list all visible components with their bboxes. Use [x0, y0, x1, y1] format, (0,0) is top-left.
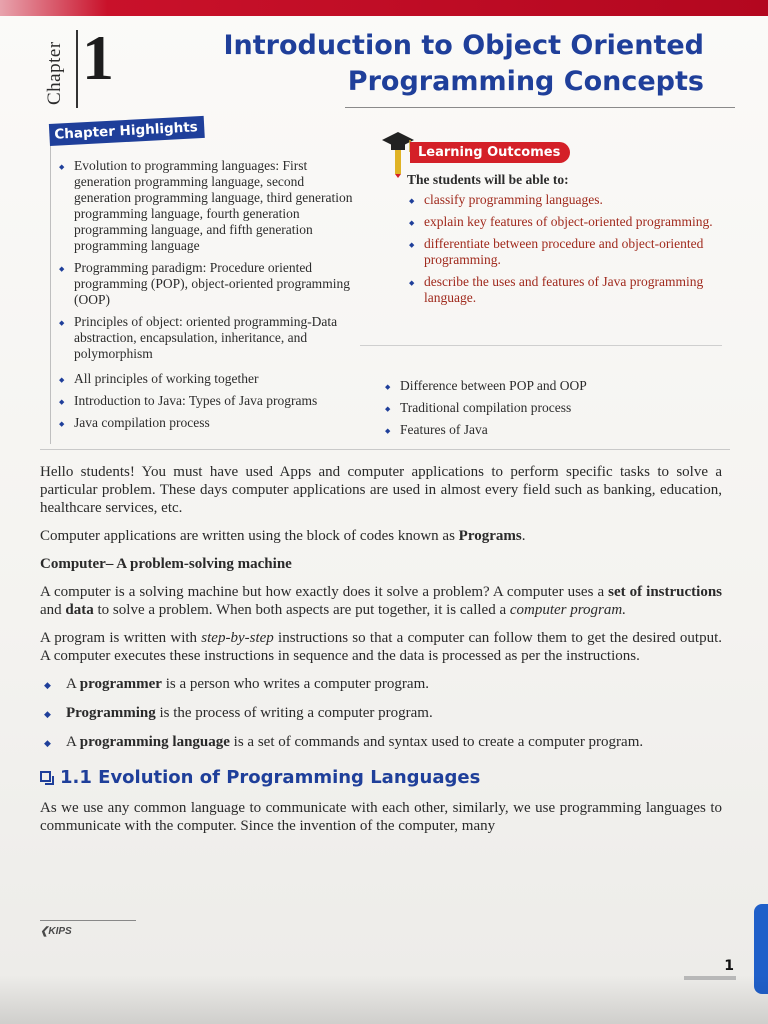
definition-item [40, 675, 722, 693]
intro-paragraph: Hello students! You must have used Apps and computer applications to perform specific tasks to solve a particular problem. These days computer applications are used in almost every field such as banking, education, healthcare services, etc. [40, 464, 722, 516]
definition-text: is a set of commands and syntax used to create a computer program. [229, 734, 644, 750]
definition-item [40, 704, 722, 722]
definition-text: is the process of writing a computer program. [155, 705, 433, 721]
outcome-item: ◆ classify programming languages. [404, 192, 724, 208]
chapter-highlights-header: Chapter Highlights [49, 116, 205, 146]
highlight-item: ◆ Evolution to programming languages: First generation programming language, second generation programming language, third generation programming language, fourth generation programming language, and fifth generation programming language [54, 158, 358, 254]
outcome-item: ◆ explain key features of object-oriented programming. [404, 214, 724, 230]
title-underline [345, 107, 735, 108]
problem-solving-subheading: Computer– A problem-solving machine [40, 556, 292, 572]
chapter-title-line-1: Introduction to Object Oriented [223, 30, 704, 61]
highlight-item: ◆ Principles of object: oriented programming-Data abstraction, encapsulation, inheritance, and polymorphism [54, 314, 358, 362]
computer-paragraph [40, 583, 722, 619]
computer-program-term: computer program. [509, 602, 626, 618]
section-heading [40, 767, 722, 789]
graduation-cap-icon [380, 128, 414, 178]
set-of-instructions-term: set of instructions [608, 584, 722, 600]
page-number: 1 [684, 958, 736, 980]
chapter-title-line-2: Programming Concepts [347, 66, 704, 97]
highlights-list-right-column [380, 378, 710, 444]
chapter-label: Chapter [44, 41, 65, 105]
chapter-highlights-list-continued [54, 371, 358, 437]
definition-prefix: A [66, 734, 80, 750]
outcome-item: ◆ describe the uses and features of Java programming language. [404, 274, 724, 306]
programs-term: Programs [458, 528, 522, 544]
section-heading-text: 1.1 Evolution of Programming Languages [60, 767, 481, 788]
definition-term: programming language [79, 734, 230, 750]
section-divider [40, 449, 730, 450]
definition-item [40, 733, 722, 751]
definition-prefix: A [66, 676, 80, 692]
programs-paragraph [40, 527, 722, 545]
highlight-item: ◆ Traditional compilation process [380, 400, 710, 416]
learning-outcomes-list [404, 192, 724, 312]
programs-paragraph-end: . [521, 528, 526, 544]
step-by-step-term: step-by-step [201, 630, 274, 646]
body-text [40, 463, 722, 845]
publisher-name: KIPS [48, 926, 72, 937]
page-shadow [0, 975, 768, 1024]
outcome-item: ◆ differentiate between procedure and object-oriented programming. [404, 236, 724, 268]
definition-term: programmer [79, 676, 162, 692]
definition-text: is a person who writes a computer program. [161, 676, 429, 692]
publisher-logo-arrow-icon: ❮ [40, 926, 49, 937]
highlight-item: ◆ Difference between POP and OOP [380, 378, 710, 394]
computer-paragraph-text-b: and [40, 602, 66, 618]
chapter-number: 1 [82, 22, 114, 93]
highlight-item: ◆ Java compilation process [54, 415, 358, 431]
top-color-band [0, 0, 768, 16]
highlight-item: ◆ Programming paradigm: Procedure oriented programming (POP), object-oriented programming (OOP) [54, 260, 358, 308]
program-paragraph-text-a: A program is written with [40, 630, 202, 646]
programs-paragraph-text: Computer applications are written using the block of codes known as [40, 528, 459, 544]
program-paragraph-text-b: instructions so that a computer can follow them to get the desired output. A computer executes these instructions in sequence and the data is processed as per the instructions. [40, 630, 722, 664]
outcomes-divider [360, 345, 722, 346]
data-term: data [65, 602, 94, 618]
publisher-logo [40, 926, 72, 937]
chapter-title [223, 28, 704, 100]
chapter-divider [76, 30, 78, 108]
chapter-highlights-list [54, 158, 358, 368]
highlight-item: ◆ Introduction to Java: Types of Java programs [54, 393, 358, 409]
computer-paragraph-text-c: to solve a problem. When both aspects are put together, it is called a [93, 602, 510, 618]
program-paragraph [40, 629, 722, 665]
learning-outcomes-intro: The students will be able to: [407, 172, 569, 187]
definition-term: Programming [66, 705, 156, 721]
computer-paragraph-text-a: A computer is a solving machine but how exactly does it solve a problem? A computer uses a [40, 584, 609, 600]
definitions-list [40, 675, 722, 751]
highlight-item: ◆ Features of Java [380, 422, 710, 438]
learning-outcomes-header: Learning Outcomes [410, 142, 570, 163]
footer-rule [40, 920, 136, 921]
highlight-item: ◆ All principles of working together [54, 371, 358, 387]
section-marker-icon [40, 771, 54, 785]
evolution-paragraph: As we use any common language to communicate with each other, similarly, we use programming languages to communicate with the computer. Since the invention of the computer, many [40, 800, 722, 834]
